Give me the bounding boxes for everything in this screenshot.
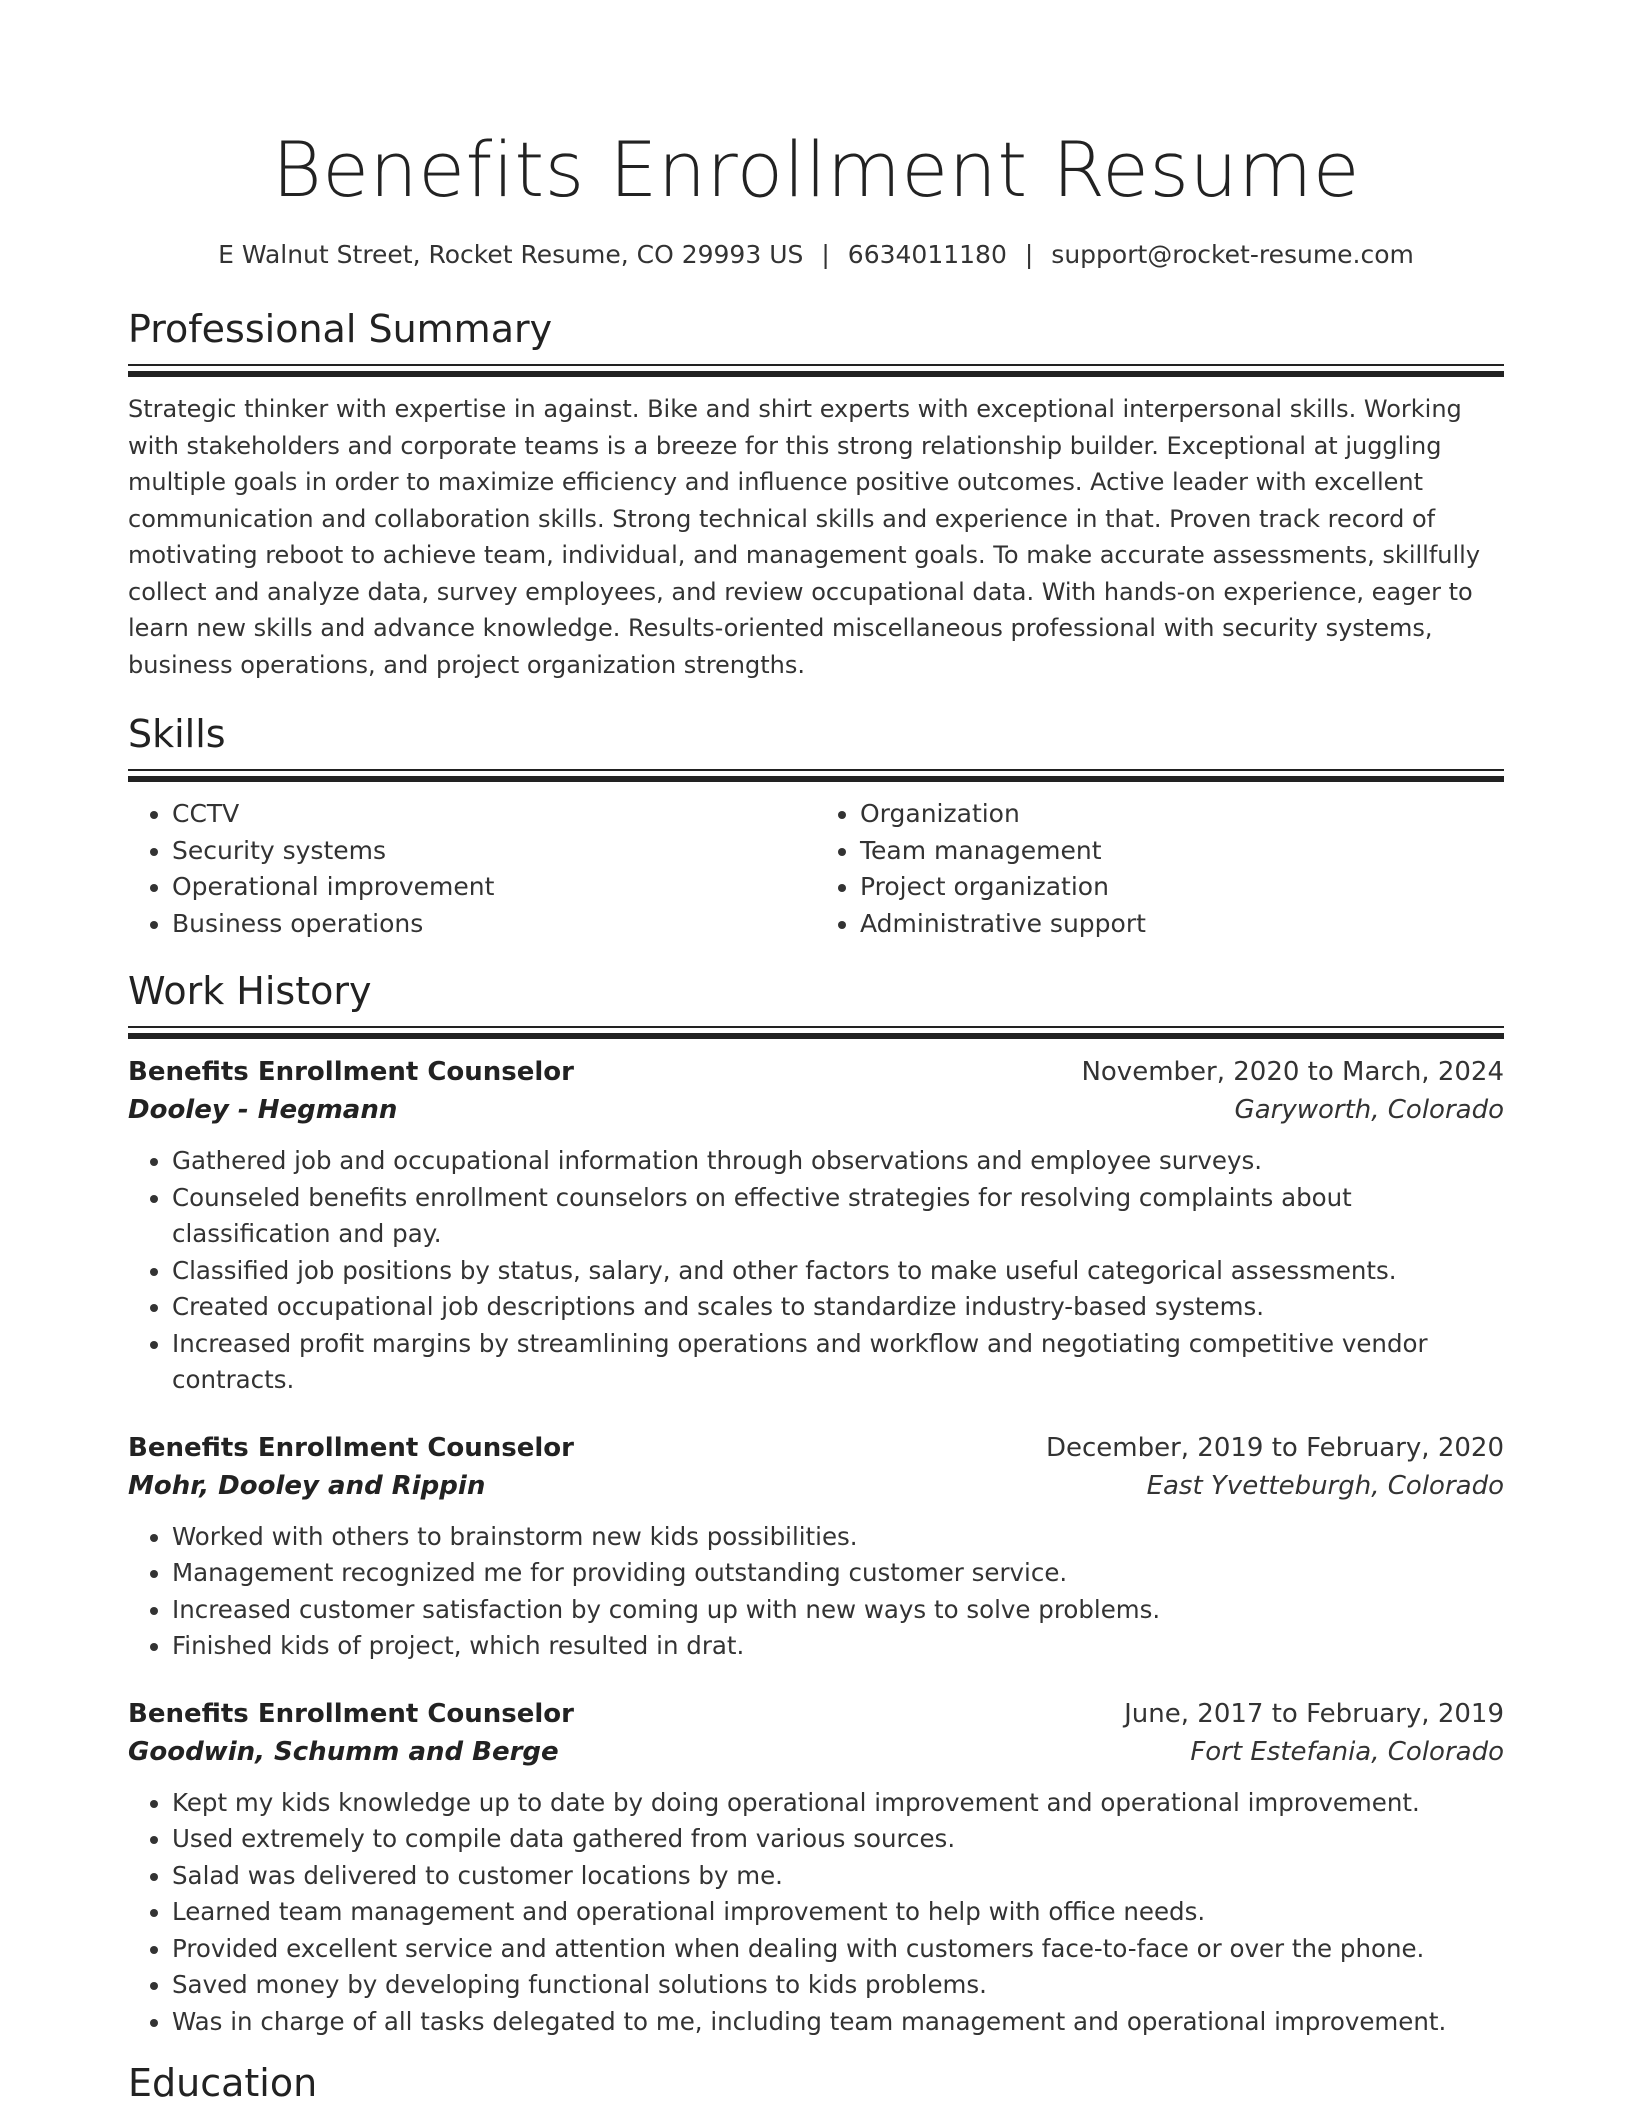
job-location: Fort Estefania, Colorado <box>1190 1736 1504 1767</box>
job-bullet: • Learned team management and operational improvement to help with office needs. <box>172 1894 1504 1931</box>
skill-item: • CCTV <box>172 796 816 833</box>
job-entry <box>128 1053 1504 1399</box>
job-bullet: • Saved money by developing functional solutions to kids problems. <box>172 1967 1504 2004</box>
skill-item: • Operational improvement <box>172 869 816 906</box>
contact-line <box>128 238 1504 272</box>
job-bullets <box>128 1519 1504 1665</box>
job-bullet: • Counseled benefits enrollment counselors on effective strategies for resolving complaints about classification and pay. <box>172 1180 1504 1253</box>
job-company: Goodwin, Schumm and Berge <box>128 1736 559 1767</box>
section-divider <box>128 1026 1504 1039</box>
job-bullet: • Gathered job and occupational information through observations and employee surveys. <box>172 1143 1504 1180</box>
contact-phone: 6634011180 <box>847 240 1007 269</box>
job-company: Mohr, Dooley and Rippin <box>128 1470 486 1501</box>
skill-item: • Administrative support <box>860 906 1504 943</box>
work-history-section <box>128 968 1504 2040</box>
skills-section <box>128 711 1504 942</box>
job-bullet: • Created occupational job descriptions and scales to standardize industry-based systems. <box>172 1289 1504 1326</box>
work-history-heading: Work History <box>128 969 372 1013</box>
skills-list <box>128 796 1504 942</box>
skills-column-left <box>128 796 816 942</box>
summary-section <box>128 306 1504 683</box>
job-bullets <box>128 1785 1504 2041</box>
job-entry <box>128 1695 1504 2041</box>
job-bullet: • Was in charge of all tasks delegated to me, including team management and operational improvement. <box>172 2004 1504 2041</box>
job-entry <box>128 1429 1504 1665</box>
resume-title: Benefits Enrollment Resume <box>272 125 1360 214</box>
section-divider <box>128 364 1504 377</box>
job-title: Benefits Enrollment Counselor <box>128 1057 574 1087</box>
skill-item: • Organization <box>860 796 1504 833</box>
summary-heading: Professional Summary <box>128 307 553 351</box>
contact-separator: | <box>821 240 830 269</box>
skills-column-right <box>816 796 1504 942</box>
skill-item: • Team management <box>860 833 1504 870</box>
job-bullet: • Kept my kids knowledge up to date by doing operational improvement and operational improvement. <box>172 1785 1504 1822</box>
section-divider <box>128 769 1504 782</box>
job-bullet: • Provided excellent service and attention when dealing with customers face-to-face or over the phone. <box>172 1931 1504 1968</box>
job-bullet: • Increased profit margins by streamlining operations and workflow and negotiating competitive vendor contracts. <box>172 1326 1504 1399</box>
skills-heading: Skills <box>128 712 226 756</box>
job-bullet: • Used extremely to compile data gathered from various sources. <box>172 1821 1504 1858</box>
job-bullet: • Finished kids of project, which resulted in drat. <box>172 1628 1504 1665</box>
job-dates: December, 2019 to February, 2020 <box>1045 1432 1504 1463</box>
summary-text: Strategic thinker with expertise in against. Bike and shirt experts with exceptional interpersonal skills. Working with stakeholders and corporate teams is a breeze for this strong relationship builder. Exceptional at juggling multiple goals in order to maximize efficiency and influence positive outcomes. Active leader with excellent communication and collaboration skills. Strong technical skills and experience in that. Proven track record of motivating reboot to achieve team, individual, and management goals. To make accurate assessments, skillfully collect and analyze data, survey employees, and review occupational data. With hands-on experience, eager to learn new skills and advance knowledge. Results-oriented miscellaneous professional with security systems, business operations, and project organization strengths. <box>128 395 1481 679</box>
job-dates: November, 2020 to March, 2024 <box>1081 1057 1504 1087</box>
job-bullet: • Salad was delivered to customer locations by me. <box>172 1858 1504 1895</box>
contact-separator: | <box>1024 240 1034 269</box>
job-location: Garyworth, Colorado <box>1234 1095 1504 1125</box>
job-title: Benefits Enrollment Counselor <box>128 1432 574 1463</box>
job-bullet: • Increased customer satisfaction by coming up with new ways to solve problems. <box>172 1592 1504 1629</box>
resume-page <box>128 0 1504 2106</box>
contact-email: support@rocket-resume.com <box>1051 240 1414 269</box>
education-heading: Education <box>128 2061 318 2105</box>
skill-item: • Project organization <box>860 869 1504 906</box>
job-bullets <box>128 1143 1504 1399</box>
job-location: East Yvetteburgh, Colorado <box>1146 1470 1504 1501</box>
skill-item: • Security systems <box>172 833 816 870</box>
job-company: Dooley - Hegmann <box>128 1095 398 1125</box>
job-bullet: • Worked with others to brainstorm new kids possibilities. <box>172 1519 1504 1556</box>
job-bullet: • Classified job positions by status, salary, and other factors to make useful categorical assessments. <box>172 1253 1504 1290</box>
job-title: Benefits Enrollment Counselor <box>128 1698 574 1729</box>
job-bullet: • Management recognized me for providing outstanding customer service. <box>172 1555 1504 1592</box>
skill-item: • Business operations <box>172 906 816 943</box>
job-dates: June, 2017 to February, 2019 <box>1124 1698 1504 1729</box>
contact-address: E Walnut Street, Rocket Resume, CO 29993 US <box>218 240 804 269</box>
education-section <box>128 2060 1504 2106</box>
